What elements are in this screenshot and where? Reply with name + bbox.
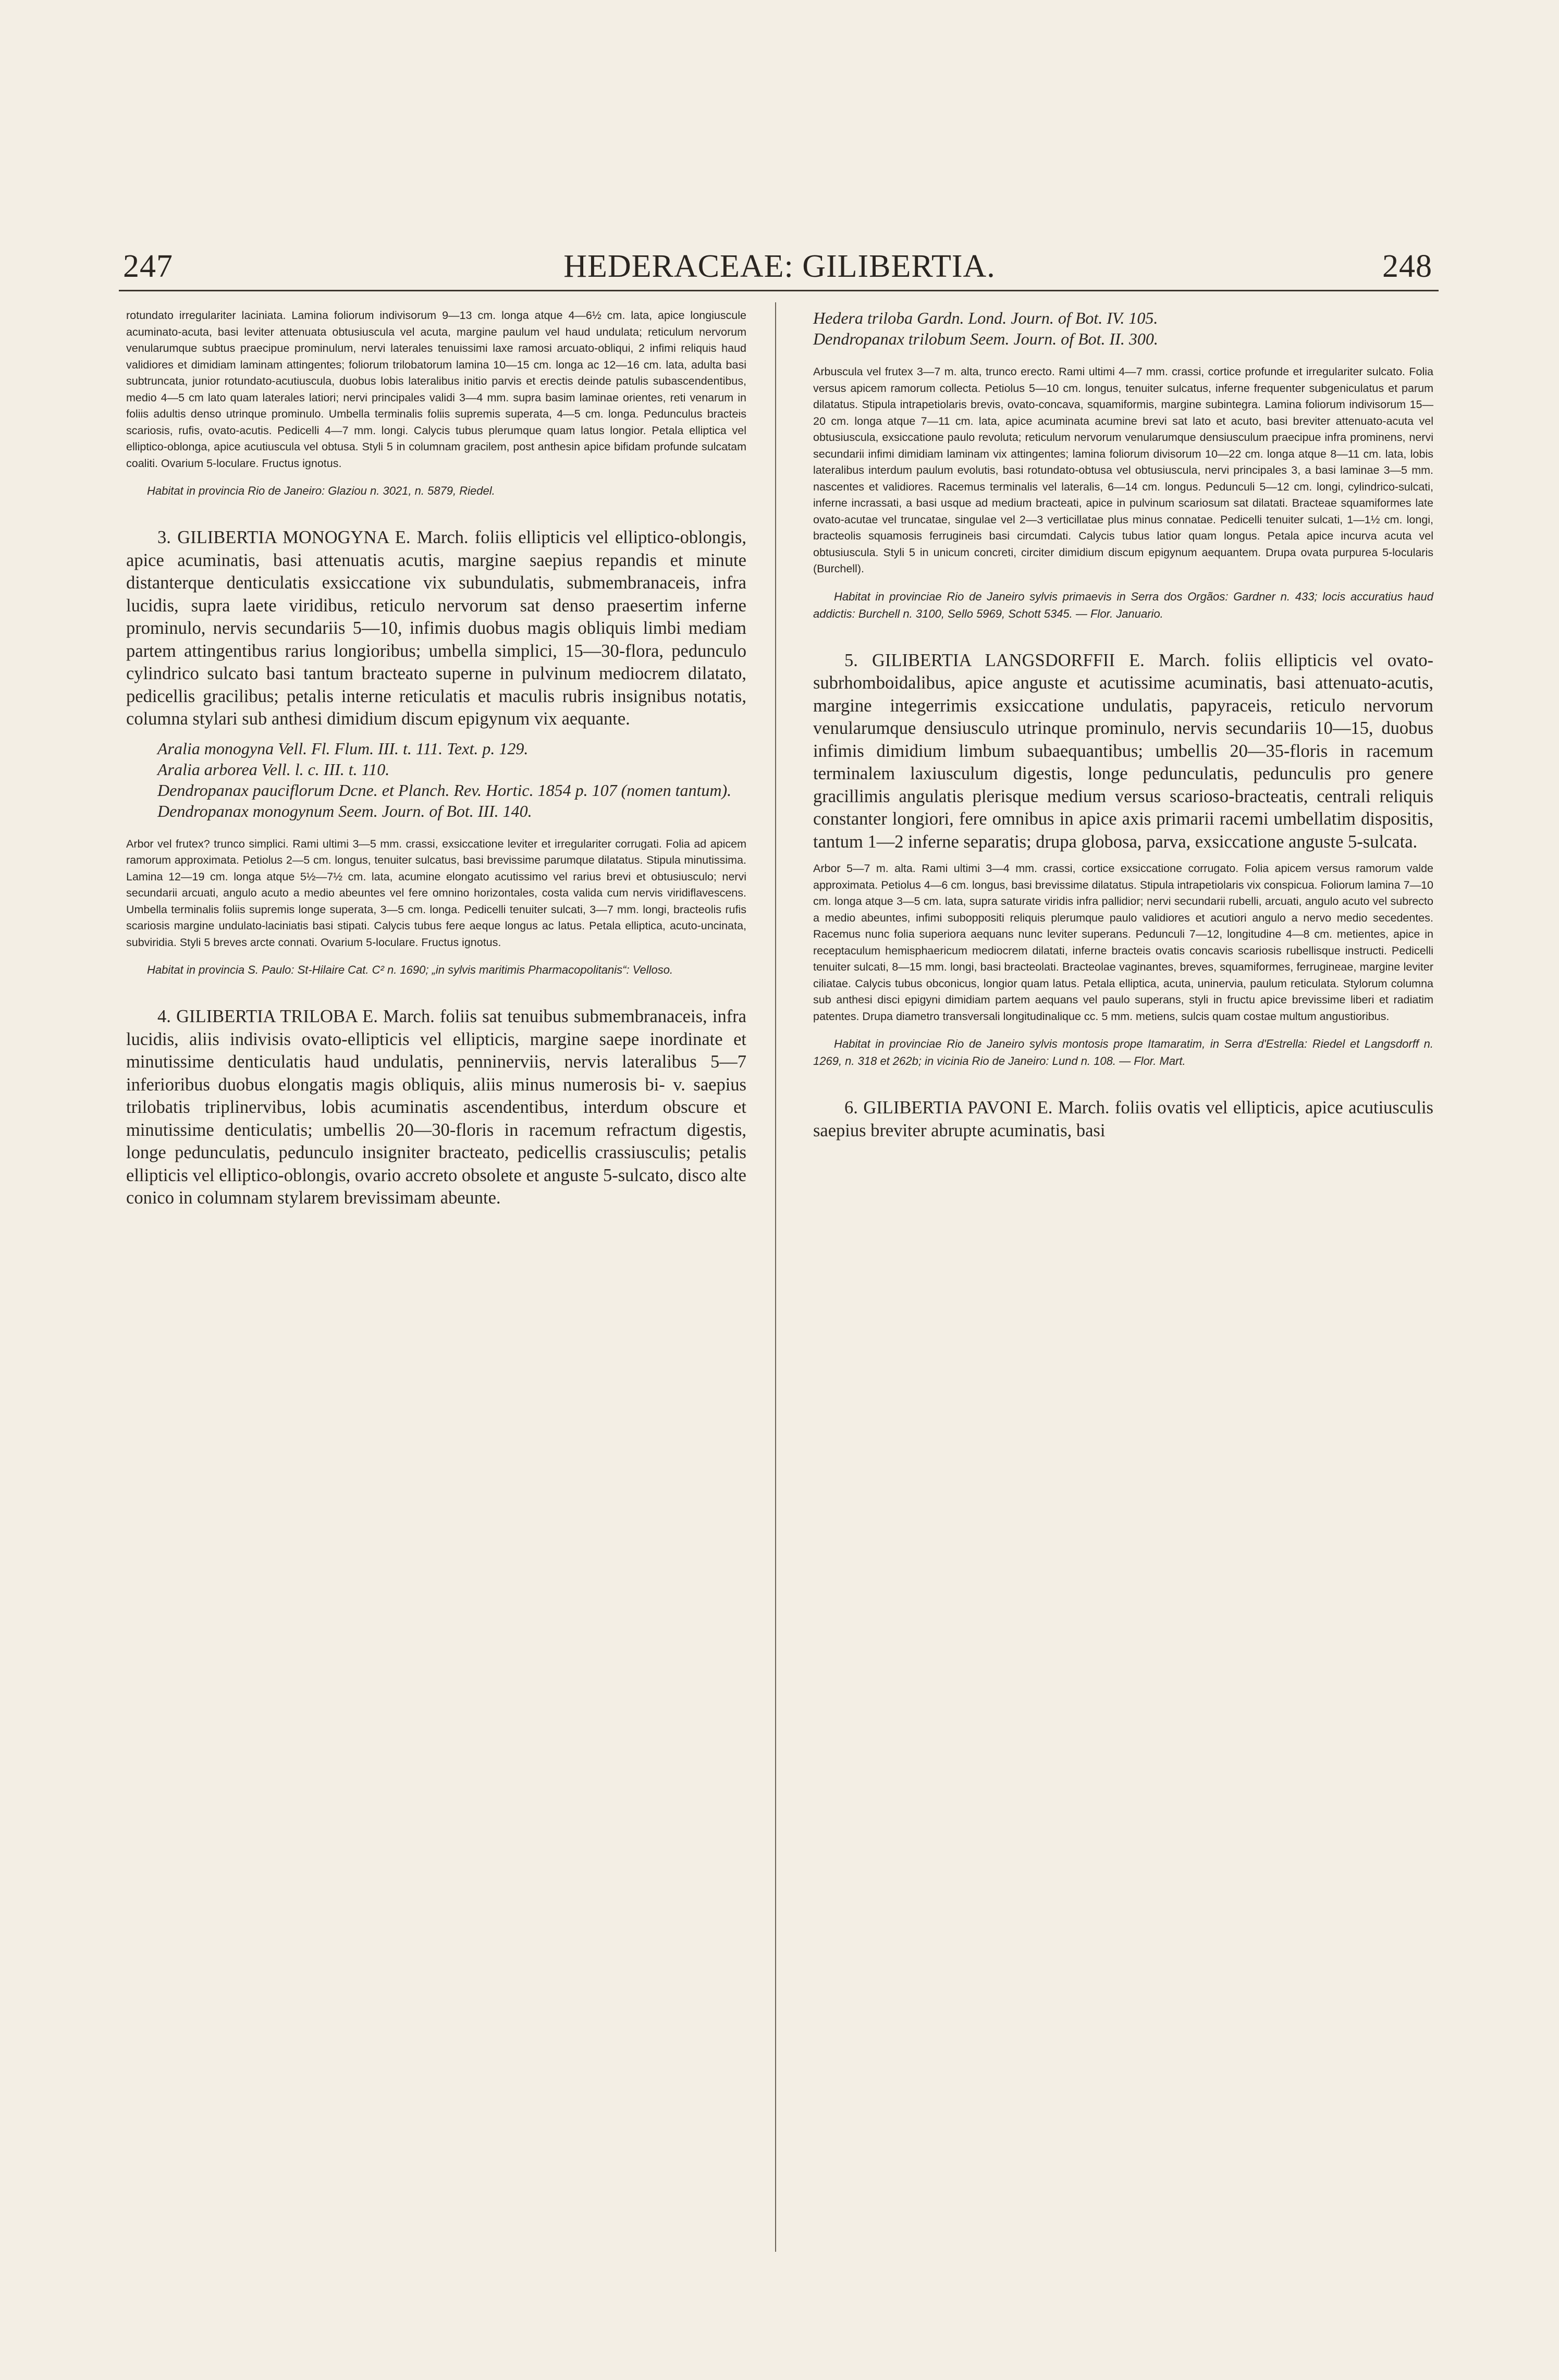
synonym: Dendropanax pauciflorum Dcne. et Planch. Rev. Hortic. 1854 p. 107 (nomen tantum). (157, 780, 732, 800)
synonym: Aralia monogyna Vell. Fl. Flum. III. t. 111. Text. p. 129. (157, 739, 529, 758)
habitat-species-3: Habitat in provincia S. Paulo: St-Hilaire Cat. C² n. 1690; „in sylvis maritimis Pharmacopolitanis“: Velloso. (147, 963, 673, 976)
column-divider (775, 302, 776, 2252)
synonymy-species-3 (126, 738, 746, 821)
page-header (0, 248, 1559, 290)
synonymy-species-4 (813, 308, 1433, 349)
habitat-species-4: Habitat in provinciae Rio de Janeiro sylvis primaevis in Serra dos Orgãos: Gardner n. 433; locis accuratius haud addictis: Burchell n. 3100, Sello 5969, Schott 5345. — Flor. Januario. (813, 590, 1433, 620)
left-column (126, 308, 746, 1217)
right-column (813, 308, 1433, 1149)
species-4-diagnosis: 4. GILIBERTIA TRILOBA E. March. foliis sat tenuibus submembranaceis, infra lucidis, aliis indivisis ovato-ellipticis vel ellipticis, margine saepe inordinate et minutissime denticulatis haud undulatis, penninerviis, nervis lateralibus 5—7 inferioribus duobus elongatis magis obliquis, aliis minus numerosis bi- v. saepius trilobatis triplinervibus, lobis acuminatis ascendentibus, interdum obscure et minutissime denticulatis; umbellis 20—30-floris in racemum refractum digestis, longe pedunculatis, pedunculo insigniter bracteato, pedicellis crassiusculis; petalis ellipticis vel elliptico-oblongis, ovario accreto obsolete et anguste 5-sulcato, disco alte conico in columnam stylarem brevissimam abeunte. (126, 1007, 746, 1208)
species-3-description: Arbor vel frutex? trunco simplici. Rami ultimi 3—5 mm. crassi, exsiccatione leviter et irregulariter corrugati. Folia ad apicem ramorum approximata. Petiolus 2—5 cm. longus, tenuiter sulcatus, basi brevissime parumque dilatatus. Stipula minutissima. Lamina 12—19 cm. longa atque 5½—7½ cm. lata, acumine elongato acutissimo vel rarius brevi et obtusiusculo; nervi secundarii arcuati, angulo acuto a medio abeuntes vel fere omnino horizontales, costa valida cum nervis viridiflavescens. Umbella terminalis foliis supremis longe superata, 3—5 cm. longa. Pedicelli tenuiter sulcati, 3—7 mm. longi, bracteolis rufis scariosis margine undulato-laciniatis basi stipati. Calycis tubus fere aeque longus ac latus. Petala elliptica, acuto-uncinata, subviridia. Styli 5 breves arcte connati. Ovarium 5-loculare. Fructus ignotus. (126, 837, 746, 949)
right-page-number: 248 (1382, 249, 1432, 284)
synonym: Dendropanax monogynum Seem. Journ. of Bot. III. 140. (157, 801, 532, 820)
species-6-diagnosis: 6. GILIBERTIA PAVONI E. March. foliis ovatis vel ellipticis, apice acutiusculis saepius breviter abrupte acuminatis, basi (813, 1098, 1433, 1140)
synonym: Hedera triloba Gardn. Lond. Journ. of Bot. IV. 105. (813, 309, 1158, 327)
species-4-description: Arbuscula vel frutex 3—7 m. alta, trunco erecto. Rami ultimi 4—7 mm. crassi, cortice profunde et irregulariter sulcato. Folia versus apicem ramorum collecta. Petiolus 5—10 cm. longus, tenuiter sulcatus, inferne frequenter subgeniculatus et parum dilatatus. Stipula intrapetiolaris brevis, ovato-concava, squamiformis, margine subintegra. Lamina foliorum indivisorum 15—20 cm. longa atque 7—11 cm. lata, apice acuminata acumine brevi sat lato et acuto, basi breviter attenuato-acuta vel obtusiuscula, exsiccatione paulo revoluta; reticulum nervorum venularumque densiusculum praecipue infra prominens, nervi secundarii infimi dimidiam laminam vix attingentes; lamina foliorum divisorum 10—22 cm. longa atque 8—11 cm. lata, lobis lateralibus interdum paulum evolutis, basi rotundato-obtusa vel obtusiuscula, nervi principales 3, a basi laminae 3—5 mm. nascentes et validiores. Racemus terminalis vel lateralis, 6—14 cm. longus. Pedunculi 5—12 cm. longi, cylindrico-sulcati, inferne incrassati, a basi usque ad medium bracteati, apice in pulvinum scariosum sat dilatati. Bracteae squamiformes late ovato-acutae vel truncatae, singulae vel 2—3 verticillatae plus minus connatae. Pedicelli tenuiter sulcati, 1—1½ cm. longi, bracteolis squamosis ferrugineis basi circumdati. Calycis tubus latior quam longus. Petala apice incurva acuta vel obtusiuscula. Styli 5 in unicum concreti, circiter dimidium discum epigynum aequantem. Drupa ovata purpurea 5-locularis (Burchell). (813, 365, 1433, 575)
species-5-description: Arbor 5—7 m. alta. Rami ultimi 3—4 mm. crassi, cortice exsiccatione corrugato. Folia apicem versus ramorum valde approximata. Petiolus 4—6 cm. longus, basi brevissime dilatatus. Stipula intrapetiolaris vix conspicua. Foliorum lamina 7—10 cm. longa atque 3—5 cm. lata, supra saturate viridis infra pallidior; nervi secundarii rubelli, arcuati, angulo acuto vel subrecto a medio abeuntes, infimi suboppositi reliquis plerumque paulo validiores et acutiori angulo a nervo medio secedentes. Racemus nunc folia superiora aequans nunc leviter superans. Pedunculi 7—12, longitudine 4—8 cm. metientes, apice in receptaculum hemisphaericum mediocrem dilatati, inferne bracteis ovatis concavis scariosis rubellisque instructi. Pedicelli tenuiter sulcati, 8—15 mm. longi, basi bracteolati. Bracteolae vaginantes, breves, squamiformes, ferrugineae, margine leviter ciliatae. Calycis tubus obconicus, longior quam latus. Petala elliptica, acuta, uninervia, paulum reticulata. Stylorum columna sub anthesi disci epigyni dimidiam partem aequans vel paulo superans, styli in fructu apice brevissime liberi et radiatim patentes. Drupa diametro transversali longitudinalique cc. 5 mm. metiens, sulcis quam costae multum angustioribus. (813, 862, 1433, 1023)
species-5-diagnosis: 5. GILIBERTIA LANGSDORFFII E. March. foliis ellipticis vel ovato-subrhomboidalibus, apice anguste et acutissime acuminatis, basi attenuato-acutis, margine integerrimis exsiccatione undulatis, papyraceis, reticulo nervorum venularumque densiusculo utrinque prominulo, nervis secundariis 10—15, duobus infimis dimidium limbum subaequantibus; umbellis 20—35-floris in racemum terminalem laxiusculum digestis, longe pedunculatis, pedunculis pro genere gracillimis angulatis plerisque medium versus scarioso-bracteatis, centrali reliquis constanter longiori, fere omnibus in apice axis primarii racemi umbellatim dispositis, tantum 1—2 inferne separatis; drupa globosa, parva, exsiccatione anguste 5-sulcata. (813, 650, 1433, 852)
species-3-diagnosis: 3. GILIBERTIA MONOGYNA E. March. foliis ellipticis vel elliptico-oblongis, apice acuminatis, basi attenuatis acutis, margine saepius repandis et minute distanterque denticulatis exsiccatione vix subundulatis, submembranaceis, infra lucidis, supra laete viridibus, reticulo nervorum sat denso praesertim inferne prominulo, nervis secundariis 5—10, infimis duobus magis obliquis limbi mediam partem attingentibus rarius longioribus; umbella simplici, 15—30-flora, pedunculo cylindrico sulcato basi tantum bracteato superne in pulvinum mediocrem dilatato, pedicellis gracilibus; petalis interne reticulatis et maculis rubris insignibus notatis, columna stylari sub anthesi dimidium discum epigynum vix aequante. (126, 527, 746, 729)
left-page-number: 247 (123, 249, 173, 284)
header-rule (119, 290, 1439, 291)
synonym: Dendropanax trilobum Seem. Journ. of Bot. II. 300. (813, 329, 1158, 348)
habitat-gilibertia-2: Habitat in provincia Rio de Janeiro: Glaziou n. 3021, n. 5879, Riedel. (147, 484, 495, 497)
description-continued: rotundato irregulariter laciniata. Lamina foliorum indivisorum 9—13 cm. longa atque 4—6½ cm. lata, apice longiuscule acuminato-acuta, basi leviter attenuata obtusiuscula vel acuta, margine paulum vel haud undulata; reticulum nervorum venularumque subtus praecipue prominulum, nervi laterales tenuissimi laxe ramosi arcuato-obliqui, 2 infimi reliquis haud validiores et dimidiam laminam attingentes; foliorum trilobatorum lamina 10—15 cm. longa ac 12—16 cm. lata, adulta basi subtruncata, junior rotundato-acutiuscula, duobus lobis lateralibus initio parvis et erectis deinde patulis subascendentibus, medio 4—5 cm lato quam laterales latiori; nervi principales validi 3—4 mm. supra basim laminae orientes, reti venarum in foliis adultis denso utrinque prominulo. Umbella terminalis foliis supremis superata, 4—5 cm. longa. Pedunculus bracteis scariosis, rufis, ovato-acutis. Pedicelli 4—7 mm. longi. Calycis tubus plerumque quam latus longior. Petala elliptica vel elliptico-oblonga, apice acutiuscula vel obtusa. Styli 5 in columnam gracilem, post anthesin apice bifidam profunde sulcatam coaliti. Ovarium 5-loculare. Fructus ignotus. (126, 309, 746, 470)
habitat-species-5: Habitat in provinciae Rio de Janeiro sylvis montosis prope Itamaratim, in Serra d'Estrella: Riedel et Langsdorff n. 1269, n. 318 et 262b; in vicinia Rio de Janeiro: Lund n. 108. — Flor. Mart. (813, 1037, 1433, 1068)
running-title: HEDERACEAE: GILIBERTIA. (563, 249, 996, 284)
synonym: Aralia arborea Vell. l. c. III. t. 110. (157, 759, 390, 779)
